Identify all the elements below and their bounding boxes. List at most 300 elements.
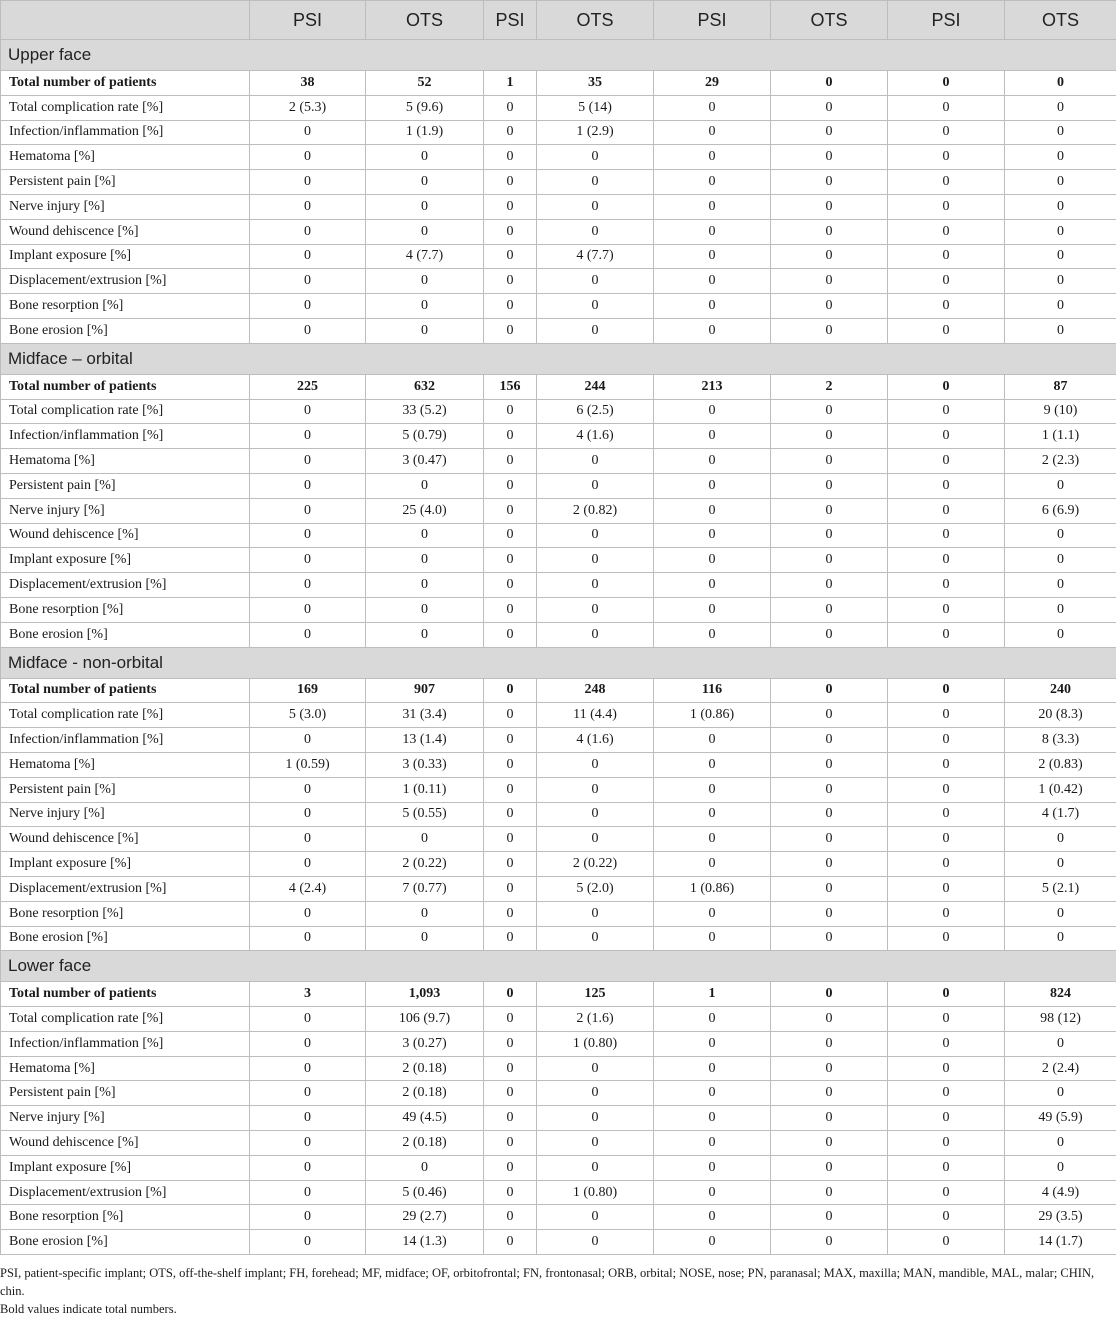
row-label: Hematoma [%] <box>1 145 250 170</box>
cell-value: 0 <box>654 573 771 598</box>
cell-value: 0 <box>771 269 888 294</box>
header-psi-3: PSI <box>654 1 771 40</box>
cell-value: 0 <box>250 170 366 195</box>
cell-value: 0 <box>771 728 888 753</box>
cell-value: 0 <box>484 219 537 244</box>
cell-value: 0 <box>537 926 654 951</box>
cell-value: 0 <box>484 1007 537 1032</box>
cell-value: 0 <box>537 752 654 777</box>
row-label: Total complication rate [%] <box>1 1007 250 1032</box>
cell-value: 0 <box>1005 219 1116 244</box>
cell-value: 29 (2.7) <box>366 1205 484 1230</box>
total-row <box>1 982 1116 1007</box>
cell-value: 0 <box>888 548 1005 573</box>
cell-value: 0 <box>484 449 537 474</box>
section-header-row <box>1 951 1116 982</box>
cell-value: 0 <box>366 926 484 951</box>
cell-value: 0 <box>654 827 771 852</box>
table-row <box>1 1106 1116 1131</box>
cell-value: 0 <box>771 703 888 728</box>
cell-value: 0 <box>771 573 888 598</box>
table-row <box>1 573 1116 598</box>
cell-value: 0 <box>537 523 654 548</box>
cell-value: 0 <box>771 802 888 827</box>
cell-value: 0 <box>771 1031 888 1056</box>
cell-value: 0 <box>771 1155 888 1180</box>
table-row <box>1 318 1116 343</box>
cell-value: 0 <box>484 827 537 852</box>
cell-value: 0 <box>771 901 888 926</box>
cell-value: 0 <box>654 424 771 449</box>
row-label: Displacement/extrusion [%] <box>1 1180 250 1205</box>
cell-value: 0 <box>537 269 654 294</box>
row-label: Bone erosion [%] <box>1 318 250 343</box>
cell-value: 0 <box>484 678 537 703</box>
cell-value: 2 (0.82) <box>537 498 654 523</box>
header-psi-4: PSI <box>888 1 1005 40</box>
cell-value: 2 (0.22) <box>537 852 654 877</box>
row-label: Implant exposure [%] <box>1 852 250 877</box>
cell-value: 20 (8.3) <box>1005 703 1116 728</box>
row-label: Total complication rate [%] <box>1 95 250 120</box>
cell-value: 0 <box>888 498 1005 523</box>
section-title: Midface – orbital <box>1 343 1116 374</box>
cell-value: 0 <box>771 71 888 96</box>
cell-value: 0 <box>484 777 537 802</box>
table-row <box>1 1155 1116 1180</box>
cell-value: 0 <box>654 1180 771 1205</box>
cell-value: 4 (2.4) <box>250 876 366 901</box>
cell-value: 3 (0.33) <box>366 752 484 777</box>
cell-value: 0 <box>888 294 1005 319</box>
cell-value: 0 <box>771 170 888 195</box>
cell-value: 0 <box>366 269 484 294</box>
cell-value: 0 <box>654 1106 771 1131</box>
cell-value: 0 <box>1005 71 1116 96</box>
cell-value: 0 <box>888 1180 1005 1205</box>
cell-value: 49 (5.9) <box>1005 1106 1116 1131</box>
cell-value: 0 <box>654 1056 771 1081</box>
cell-value: 0 <box>654 752 771 777</box>
cell-value: 0 <box>484 573 537 598</box>
total-row <box>1 374 1116 399</box>
section-title: Midface - non-orbital <box>1 647 1116 678</box>
row-label: Total complication rate [%] <box>1 703 250 728</box>
row-label: Displacement/extrusion [%] <box>1 876 250 901</box>
table-row <box>1 901 1116 926</box>
cell-value: 0 <box>771 1007 888 1032</box>
cell-value: 0 <box>366 145 484 170</box>
cell-value: 0 <box>484 1155 537 1180</box>
cell-value: 0 <box>250 449 366 474</box>
cell-value: 0 <box>888 703 1005 728</box>
cell-value: 225 <box>250 374 366 399</box>
cell-value: 0 <box>250 802 366 827</box>
row-label: Total number of patients <box>1 678 250 703</box>
row-label: Bone erosion [%] <box>1 1230 250 1255</box>
cell-value: 0 <box>484 498 537 523</box>
cell-value: 0 <box>771 1056 888 1081</box>
cell-value: 0 <box>250 294 366 319</box>
table-row <box>1 1131 1116 1156</box>
cell-value: 0 <box>888 269 1005 294</box>
cell-value: 0 <box>250 318 366 343</box>
cell-value: 5 (0.46) <box>366 1180 484 1205</box>
cell-value: 0 <box>888 852 1005 877</box>
cell-value: 0 <box>888 982 1005 1007</box>
cell-value: 0 <box>771 318 888 343</box>
cell-value: 0 <box>654 269 771 294</box>
cell-value: 0 <box>771 194 888 219</box>
row-label: Wound dehiscence [%] <box>1 219 250 244</box>
cell-value: 0 <box>537 318 654 343</box>
table-row <box>1 498 1116 523</box>
cell-value: 0 <box>537 219 654 244</box>
cell-value: 0 <box>537 1056 654 1081</box>
cell-value: 0 <box>771 145 888 170</box>
cell-value: 0 <box>888 424 1005 449</box>
cell-value: 0 <box>1005 318 1116 343</box>
cell-value: 0 <box>771 982 888 1007</box>
cell-value: 0 <box>771 827 888 852</box>
cell-value: 0 <box>484 120 537 145</box>
cell-value: 0 <box>484 244 537 269</box>
cell-value: 0 <box>484 1056 537 1081</box>
cell-value: 0 <box>366 194 484 219</box>
cell-value: 1 (0.86) <box>654 876 771 901</box>
section-title: Lower face <box>1 951 1116 982</box>
cell-value: 0 <box>888 728 1005 753</box>
row-label: Infection/inflammation [%] <box>1 1031 250 1056</box>
cell-value: 0 <box>654 622 771 647</box>
cell-value: 1 (0.42) <box>1005 777 1116 802</box>
cell-value: 0 <box>654 802 771 827</box>
cell-value: 0 <box>771 876 888 901</box>
cell-value: 0 <box>250 473 366 498</box>
table-row <box>1 1007 1116 1032</box>
cell-value: 0 <box>484 982 537 1007</box>
cell-value: 0 <box>484 622 537 647</box>
cell-value: 6 (6.9) <box>1005 498 1116 523</box>
cell-value: 0 <box>250 1155 366 1180</box>
cell-value: 2 (2.3) <box>1005 449 1116 474</box>
table-row <box>1 802 1116 827</box>
cell-value: 0 <box>250 1007 366 1032</box>
cell-value: 0 <box>366 170 484 195</box>
table-body <box>1 40 1116 1255</box>
cell-value: 0 <box>537 145 654 170</box>
cell-value: 0 <box>250 852 366 877</box>
cell-value: 0 <box>366 523 484 548</box>
cell-value: 87 <box>1005 374 1116 399</box>
cell-value: 0 <box>1005 901 1116 926</box>
table-row <box>1 827 1116 852</box>
cell-value: 0 <box>654 1230 771 1255</box>
cell-value: 4 (7.7) <box>366 244 484 269</box>
cell-value: 0 <box>250 498 366 523</box>
cell-value: 5 (9.6) <box>366 95 484 120</box>
cell-value: 0 <box>654 498 771 523</box>
table-row <box>1 473 1116 498</box>
header-row <box>1 1 1116 40</box>
cell-value: 0 <box>888 374 1005 399</box>
table-row <box>1 1180 1116 1205</box>
cell-value: 0 <box>888 597 1005 622</box>
cell-value: 1 (0.59) <box>250 752 366 777</box>
cell-value: 0 <box>484 170 537 195</box>
cell-value: 0 <box>1005 1131 1116 1156</box>
cell-value: 0 <box>537 802 654 827</box>
cell-value: 33 (5.2) <box>366 399 484 424</box>
cell-value: 4 (7.7) <box>537 244 654 269</box>
cell-value: 0 <box>888 1031 1005 1056</box>
cell-value: 4 (1.7) <box>1005 802 1116 827</box>
cell-value: 0 <box>366 573 484 598</box>
cell-value: 0 <box>771 622 888 647</box>
table-row <box>1 424 1116 449</box>
cell-value: 0 <box>1005 244 1116 269</box>
cell-value: 5 (2.0) <box>537 876 654 901</box>
table-row <box>1 703 1116 728</box>
row-label: Bone resorption [%] <box>1 901 250 926</box>
cell-value: 0 <box>888 777 1005 802</box>
cell-value: 0 <box>771 1081 888 1106</box>
cell-value: 0 <box>537 1230 654 1255</box>
cell-value: 29 (3.5) <box>1005 1205 1116 1230</box>
cell-value: 0 <box>537 1106 654 1131</box>
row-label: Persistent pain [%] <box>1 170 250 195</box>
cell-value: 0 <box>888 399 1005 424</box>
table-row <box>1 1031 1116 1056</box>
cell-value: 2 (0.22) <box>366 852 484 877</box>
cell-value: 0 <box>537 1131 654 1156</box>
cell-value: 0 <box>771 548 888 573</box>
cell-value: 0 <box>484 145 537 170</box>
cell-value: 0 <box>250 1056 366 1081</box>
cell-value: 0 <box>771 120 888 145</box>
cell-value: 0 <box>1005 269 1116 294</box>
cell-value: 0 <box>537 170 654 195</box>
cell-value: 0 <box>771 473 888 498</box>
cell-value: 0 <box>366 1155 484 1180</box>
row-label: Infection/inflammation [%] <box>1 120 250 145</box>
table-row <box>1 1081 1116 1106</box>
cell-value: 0 <box>888 1007 1005 1032</box>
cell-value: 907 <box>366 678 484 703</box>
cell-value: 0 <box>366 548 484 573</box>
cell-value: 0 <box>484 473 537 498</box>
cell-value: 11 (4.4) <box>537 703 654 728</box>
cell-value: 0 <box>250 901 366 926</box>
cell-value: 0 <box>1005 548 1116 573</box>
cell-value: 0 <box>250 1230 366 1255</box>
cell-value: 824 <box>1005 982 1116 1007</box>
cell-value: 0 <box>888 876 1005 901</box>
cell-value: 0 <box>537 548 654 573</box>
cell-value: 0 <box>771 597 888 622</box>
cell-value: 0 <box>1005 473 1116 498</box>
header-cell-empty <box>1 1 250 40</box>
cell-value: 0 <box>888 95 1005 120</box>
cell-value: 0 <box>484 1205 537 1230</box>
cell-value: 0 <box>888 1155 1005 1180</box>
cell-value: 0 <box>654 219 771 244</box>
cell-value: 0 <box>771 777 888 802</box>
cell-value: 0 <box>654 523 771 548</box>
cell-value: 0 <box>654 1131 771 1156</box>
table-footnotes <box>0 1264 1110 1318</box>
row-label: Bone erosion [%] <box>1 622 250 647</box>
row-label: Infection/inflammation [%] <box>1 424 250 449</box>
cell-value: 2 <box>771 374 888 399</box>
cell-value: 0 <box>250 219 366 244</box>
cell-value: 0 <box>654 597 771 622</box>
row-label: Nerve injury [%] <box>1 802 250 827</box>
header-psi-2: PSI <box>484 1 537 40</box>
cell-value: 0 <box>366 219 484 244</box>
cell-value: 0 <box>888 244 1005 269</box>
cell-value: 0 <box>250 269 366 294</box>
cell-value: 0 <box>250 728 366 753</box>
table-row <box>1 777 1116 802</box>
cell-value: 14 (1.7) <box>1005 1230 1116 1255</box>
cell-value: 0 <box>484 802 537 827</box>
cell-value: 2 (0.18) <box>366 1131 484 1156</box>
cell-value: 5 (0.79) <box>366 424 484 449</box>
table-row <box>1 219 1116 244</box>
cell-value: 0 <box>250 1180 366 1205</box>
cell-value: 38 <box>250 71 366 96</box>
cell-value: 0 <box>654 449 771 474</box>
table-row <box>1 752 1116 777</box>
cell-value: 0 <box>771 1180 888 1205</box>
cell-value: 0 <box>1005 120 1116 145</box>
cell-value: 248 <box>537 678 654 703</box>
cell-value: 0 <box>250 597 366 622</box>
cell-value: 0 <box>537 622 654 647</box>
header-ots-3: OTS <box>771 1 888 40</box>
cell-value: 0 <box>484 876 537 901</box>
cell-value: 1 <box>654 982 771 1007</box>
cell-value: 0 <box>771 926 888 951</box>
header-ots-4: OTS <box>1005 1 1116 40</box>
cell-value: 0 <box>484 399 537 424</box>
cell-value: 0 <box>1005 170 1116 195</box>
cell-value: 0 <box>771 523 888 548</box>
cell-value: 2 (1.6) <box>537 1007 654 1032</box>
cell-value: 0 <box>654 548 771 573</box>
cell-value: 0 <box>250 1081 366 1106</box>
cell-value: 0 <box>654 926 771 951</box>
cell-value: 0 <box>1005 622 1116 647</box>
cell-value: 0 <box>537 473 654 498</box>
row-label: Bone resorption [%] <box>1 597 250 622</box>
cell-value: 0 <box>484 728 537 753</box>
table-row <box>1 876 1116 901</box>
cell-value: 2 (0.83) <box>1005 752 1116 777</box>
cell-value: 14 (1.3) <box>366 1230 484 1255</box>
cell-value: 0 <box>888 752 1005 777</box>
cell-value: 35 <box>537 71 654 96</box>
row-label: Nerve injury [%] <box>1 194 250 219</box>
cell-value: 0 <box>888 473 1005 498</box>
cell-value: 0 <box>888 1081 1005 1106</box>
table-row <box>1 194 1116 219</box>
row-label: Displacement/extrusion [%] <box>1 269 250 294</box>
cell-value: 5 (2.1) <box>1005 876 1116 901</box>
cell-value: 0 <box>771 678 888 703</box>
cell-value: 0 <box>1005 926 1116 951</box>
cell-value: 0 <box>537 1205 654 1230</box>
cell-value: 0 <box>484 424 537 449</box>
cell-value: 0 <box>888 523 1005 548</box>
row-label: Hematoma [%] <box>1 752 250 777</box>
cell-value: 0 <box>888 827 1005 852</box>
header-ots-1: OTS <box>366 1 484 40</box>
cell-value: 0 <box>888 194 1005 219</box>
cell-value: 0 <box>484 597 537 622</box>
cell-value: 0 <box>250 523 366 548</box>
table-row <box>1 597 1116 622</box>
cell-value: 9 (10) <box>1005 399 1116 424</box>
table-row <box>1 399 1116 424</box>
table-row <box>1 728 1116 753</box>
table-row <box>1 622 1116 647</box>
table-row <box>1 852 1116 877</box>
cell-value: 0 <box>771 399 888 424</box>
row-label: Nerve injury [%] <box>1 498 250 523</box>
cell-value: 0 <box>537 194 654 219</box>
cell-value: 0 <box>250 573 366 598</box>
cell-value: 0 <box>771 1131 888 1156</box>
cell-value: 0 <box>771 424 888 449</box>
total-row <box>1 71 1116 96</box>
cell-value: 0 <box>771 95 888 120</box>
row-label: Total complication rate [%] <box>1 399 250 424</box>
cell-value: 0 <box>888 449 1005 474</box>
cell-value: 2 (0.18) <box>366 1056 484 1081</box>
cell-value: 0 <box>888 573 1005 598</box>
cell-value: 13 (1.4) <box>366 728 484 753</box>
row-label: Nerve injury [%] <box>1 1106 250 1131</box>
cell-value: 0 <box>537 294 654 319</box>
table-row <box>1 269 1116 294</box>
cell-value: 0 <box>771 294 888 319</box>
cell-value: 2 (0.18) <box>366 1081 484 1106</box>
cell-value: 8 (3.3) <box>1005 728 1116 753</box>
row-label: Hematoma [%] <box>1 1056 250 1081</box>
cell-value: 0 <box>366 597 484 622</box>
cell-value: 0 <box>484 523 537 548</box>
cell-value: 1 (2.9) <box>537 120 654 145</box>
cell-value: 0 <box>484 194 537 219</box>
cell-value: 1,093 <box>366 982 484 1007</box>
row-label: Bone resorption [%] <box>1 1205 250 1230</box>
table-row <box>1 244 1116 269</box>
cell-value: 0 <box>654 120 771 145</box>
cell-value: 1 (1.1) <box>1005 424 1116 449</box>
cell-value: 0 <box>771 244 888 269</box>
row-label: Wound dehiscence [%] <box>1 1131 250 1156</box>
row-label: Implant exposure [%] <box>1 1155 250 1180</box>
row-label: Total number of patients <box>1 982 250 1007</box>
cell-value: 2 (2.4) <box>1005 1056 1116 1081</box>
table-row <box>1 926 1116 951</box>
cell-value: 0 <box>484 1106 537 1131</box>
bold-values-footnote: Bold values indicate total numbers. <box>0 1302 177 1316</box>
cell-value: 1 (0.11) <box>366 777 484 802</box>
cell-value: 0 <box>771 219 888 244</box>
